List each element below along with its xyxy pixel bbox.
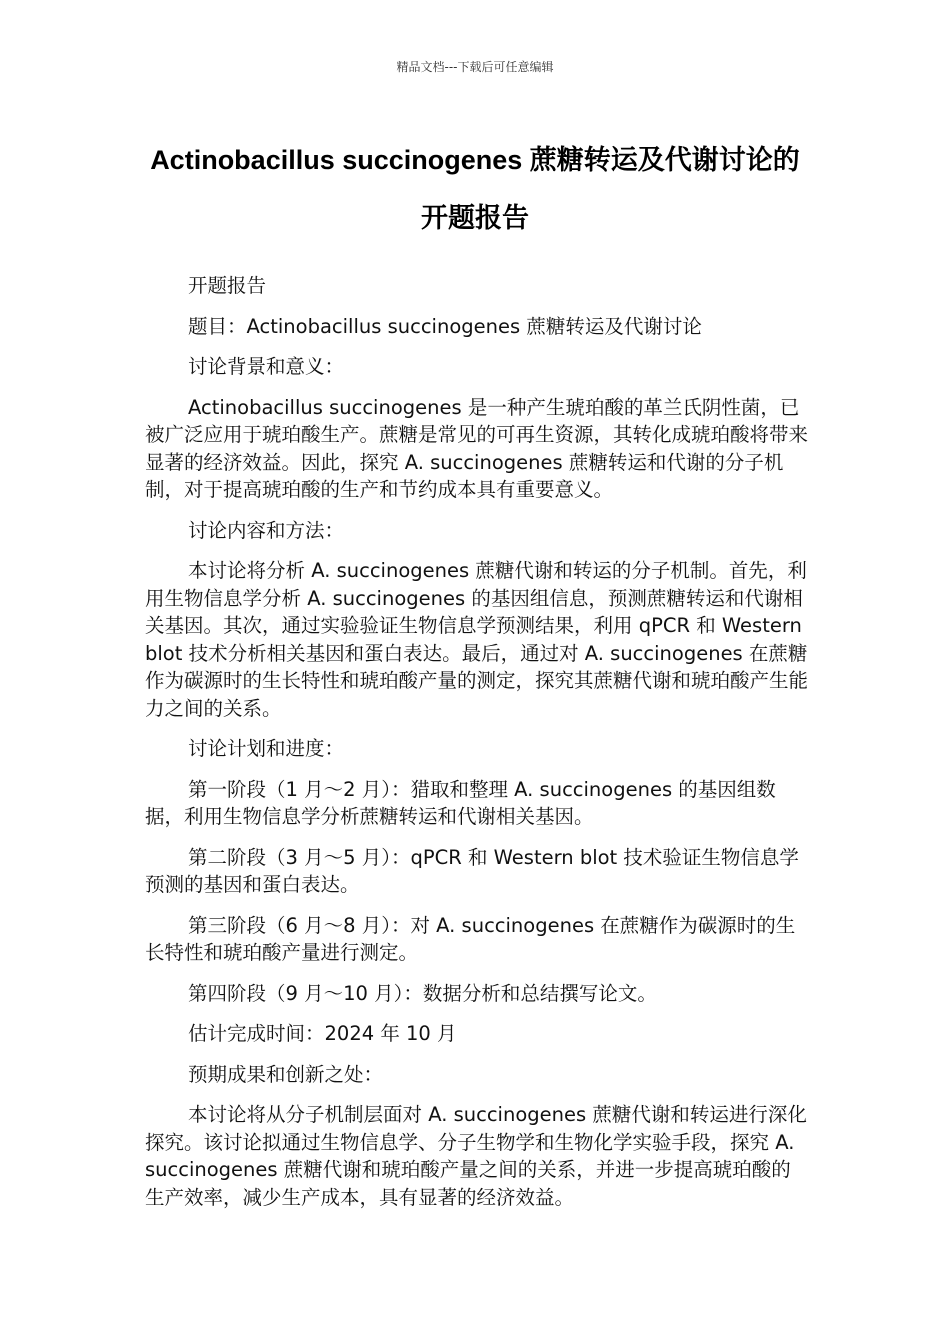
heading-content-methods: 讨论内容和方法：	[188, 518, 345, 542]
paragraph-expected-results: 本讨论将从分子机制层面对 A. succinogenes 蔗糖代谢和转运进行深化探究。该讨论拟通过生物信息学、分子生物学和生物化学实验手段，探究 A. succinogenes 蔗糖代谢和琥珀酸产量之间的关系，并进一步提高琥珀酸的生产效率，减少生产成本，具有显著的经济效益。	[145, 1103, 807, 1209]
heading-plan-progress: 讨论计划和进度：	[188, 737, 345, 760]
paragraph-stage-4: 第四阶段（9 月～10 月）：数据分析和总结撰写论文。	[188, 981, 657, 1005]
paragraph-content-methods: 本讨论将分析 A. succinogenes 蔗糖代谢和转运的分子机制。首先，利用生物信息学分析 A. succinogenes 的基因组信息，预测蔗糖转运和代谢相关基因。其次，通过实验验证生物信息学预测结果，利用 qPCR 和 Western blot 技术分析相关基因和蛋白表达。最后，通过对 A. succinogenes 在蔗糖作为碳源时的生长特性和琥珀酸产量的测定，探究其蔗糖代谢和琥珀酸产生能力之间的关系。	[145, 559, 809, 720]
paragraph-topic: 题目：Actinobacillus succinogenes 蔗糖转运及代谢讨论	[188, 314, 702, 338]
paragraph-stage-3: 第三阶段（6 月～8 月）：对 A. succinogenes 在蔗糖作为碳源时的生长特性和琥珀酸产量进行测定。	[145, 913, 796, 964]
paragraph-stage-1: 第一阶段（1 月～2 月）：猎取和整理 A. succinogenes 的基因组数据，利用生物信息学分析蔗糖转运和代谢相关基因。	[145, 777, 776, 828]
header-note: 精品文档---下载后可任意编辑	[396, 60, 554, 74]
paragraph-stage-2: 第二阶段（3 月～5 月）：qPCR 和 Western blot 技术验证生物信息学预测的基因和蛋白表达。	[145, 845, 799, 896]
heading-expected-results: 预期成果和创新之处：	[188, 1062, 384, 1086]
heading-background: 讨论背景和意义：	[188, 355, 345, 378]
paragraph-report-label: 开题报告	[188, 274, 267, 297]
document-body	[145, 272, 809, 1224]
document-title-line-2: 开题报告	[421, 203, 529, 233]
paragraph-completion-time: 估计完成时间：2024 年 10 月	[188, 1022, 457, 1045]
document-title-line-1: Actinobacillus succinogenes 蔗糖转运及代谢讨论的	[150, 145, 800, 175]
paragraph-background: Actinobacillus succinogenes 是一种产生琥珀酸的革兰氏阴性菌，已被广泛应用于琥珀酸生产。蔗糖是常见的可再生资源，其转化成琥珀酸将带来显著的经济效益。因此，探究 A. succinogenes 蔗糖转运和代谢的分子机制，对于提高琥珀酸的生产和节约成本具有重要意义。	[145, 395, 809, 501]
